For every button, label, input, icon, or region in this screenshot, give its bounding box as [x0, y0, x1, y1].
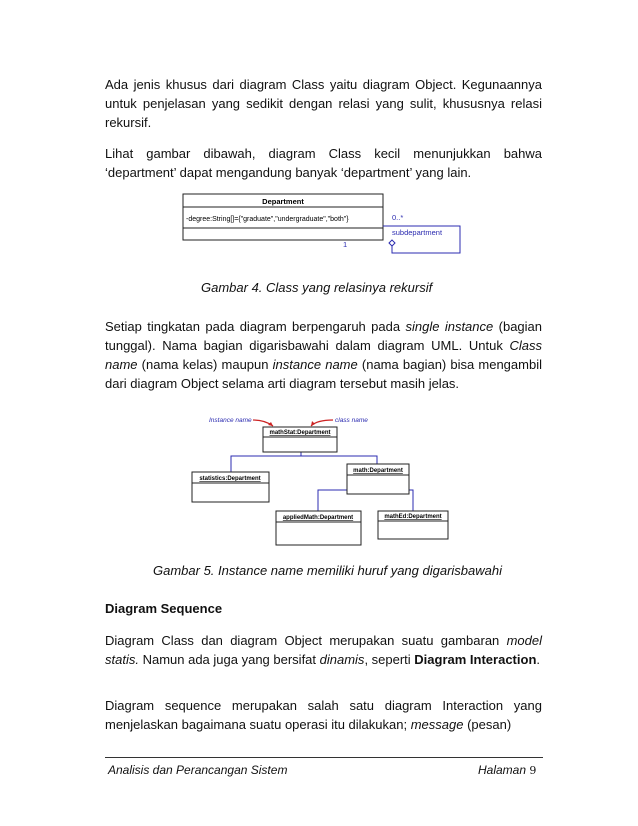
caption-figure-4: Gambar 4. Class yang relasinya rekursif	[201, 280, 433, 295]
paragraph-sequence: Diagram sequence merupakan salah satu diagram Interaction yang menjelaskan bagaimana suatu operasi itu dilakukan; message (pesan)	[105, 698, 542, 732]
paragraph-instance: Setiap tingkatan pada diagram berpengaruh pada single instance (bagian tunggal). Nama bagian digarisbawahi dalam diagram UML. Untuk Class name (nama kelas) maupun instance name (nama bagian) bisa mengambil dari diagram Object selama arti diagram tersebut masih jelas.	[105, 319, 543, 391]
caption-figure-5: Gambar 5. Instance name memiliki huruf yang digarisbawahi	[153, 563, 503, 578]
link-to-math	[301, 456, 377, 464]
page-number: 9	[529, 764, 537, 777]
figure-4-class-diagram	[180, 190, 470, 258]
label-instance-name: Instance name	[209, 417, 252, 424]
svg-text:statistics:Department: statistics:Department	[199, 476, 261, 482]
paragraph-intro: Ada jenis khusus dari diagram Class yaitu diagram Object. Kegunaannya untuk penjelasan yang sedikit dengan relasi yang sulit, khususnya relasi rekursif.	[105, 77, 542, 130]
paragraph-model: Diagram Class dan diagram Object merupakan suatu gambaran model statis. Namun ada juga yang bersifat dinamis, seperti Diagram Interaction.	[105, 633, 542, 667]
figure-5-object-diagram	[185, 408, 460, 548]
svg-text:mathStat:Department: mathStat:Department	[269, 430, 331, 436]
link-to-statistics	[231, 452, 301, 472]
class-attribute: -degree:String[]={"graduate","undergraduate","both"}	[186, 216, 349, 223]
svg-text:math:Department: math:Department	[353, 468, 403, 474]
footer-divider	[105, 757, 543, 758]
footer-title: Analisis dan Perancangan Sistem	[108, 763, 288, 777]
multiplicity-one: 1	[343, 240, 348, 249]
arrow-class-name	[311, 420, 333, 426]
paragraph-department: Lihat gambar dibawah, diagram Class kecil menunjukkan bahwa ‘department’ dapat mengandung banyak ‘department’ yang lain.	[105, 146, 542, 180]
aggregation-diamond	[389, 240, 395, 246]
class-name: Department	[262, 197, 304, 206]
multiplicity-many: 0..*	[392, 213, 404, 222]
footer-page: Halaman 9	[478, 763, 537, 777]
svg-text:mathEd:Department: mathEd:Department	[384, 514, 442, 520]
label-class-name: class name	[335, 417, 368, 424]
role-name: subdepartment	[392, 228, 443, 237]
svg-text:appliedMath:Department: appliedMath:Department	[282, 515, 354, 521]
section-heading: Diagram Sequence	[105, 601, 223, 616]
